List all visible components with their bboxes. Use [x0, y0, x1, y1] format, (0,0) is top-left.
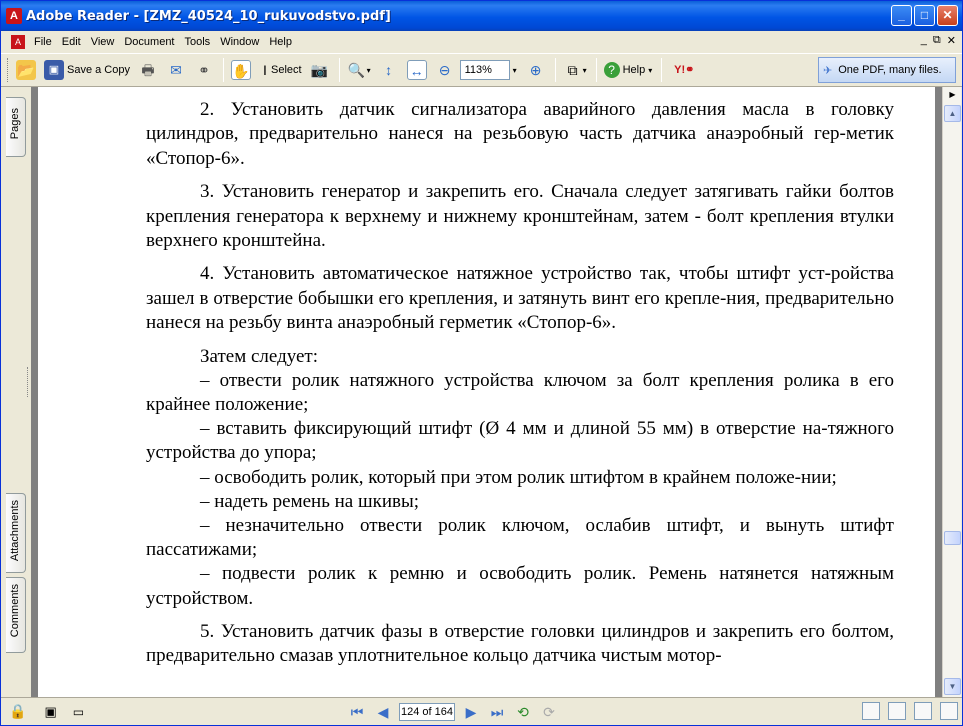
menu-file[interactable]: File — [34, 36, 52, 48]
first-page-button[interactable]: ⏮ — [350, 704, 364, 720]
doc-close-button[interactable]: ✕ — [946, 35, 956, 47]
tab-attachments-label: Attachments — [9, 500, 21, 562]
scroll-right-arrow-icon[interactable]: ▶ — [949, 90, 956, 99]
help-icon: ? — [604, 62, 620, 78]
previous-view-button[interactable]: ⟲ — [517, 704, 529, 720]
print-button[interactable] — [135, 57, 161, 83]
menu-edit[interactable]: Edit — [61, 36, 81, 48]
help-button[interactable] — [601, 57, 656, 83]
zoom-out-button[interactable] — [432, 57, 458, 83]
search-button[interactable] — [191, 57, 217, 83]
fit-page-button[interactable] — [376, 57, 402, 83]
save-copy-button[interactable] — [41, 57, 133, 83]
navigation-panel — [1, 87, 31, 697]
hand-icon: ✋ — [231, 60, 251, 80]
tab-attachments[interactable] — [6, 493, 26, 573]
search-binoculars-icon: ⚭ — [198, 62, 210, 78]
menu-window[interactable]: Window — [220, 36, 260, 48]
yahoo-button[interactable] — [666, 57, 702, 83]
zoom-out-button-icon: ⊖ — [438, 62, 451, 78]
window-title: Adobe Reader - [ZMZ_40524_10_rukuvodstvo.pdf] — [26, 8, 391, 24]
paragraph: 5. Установить датчик фазы в отверстие головки цилиндров и закрепить его болтом, предварительно смазав уплотнительное кольцо датчика чистым мотор- — [146, 621, 894, 667]
paragraph: 4. Установить автоматическое натяжное устройство так, чтобы штифт уст-ройства зашел в отверстие бобышки его крепления, и затянуть винт его крепле-ния, предварительно нанеся на резьбу винта анаэробный герметик «Стопор-6». — [146, 263, 894, 333]
toolbar-separator — [223, 58, 224, 82]
doc-restore-button[interactable]: ⧉ — [932, 34, 941, 46]
hand-tool-button[interactable] — [228, 57, 254, 83]
scroll-down-button[interactable]: ▼ — [944, 678, 961, 695]
tab-comments-label: Comments — [9, 584, 21, 638]
page-layout-icon[interactable]: ▣ — [44, 703, 57, 719]
previous-page-button[interactable]: ◀ — [377, 704, 389, 720]
snapshot-icon: 📷 — [310, 62, 329, 78]
tab-pages[interactable] — [6, 97, 26, 157]
print-icon: 🖶 — [141, 62, 155, 78]
menu-help[interactable]: Help — [269, 36, 292, 48]
status-bar — [1, 697, 962, 725]
continuous-facing-view-button[interactable] — [940, 702, 958, 720]
page-content — [146, 87, 894, 678]
zoom-level-field[interactable]: 113% — [460, 60, 510, 80]
toolbar — [1, 53, 962, 87]
toolbar-separator — [555, 58, 556, 82]
fit-width-icon: ↔ — [407, 60, 427, 80]
title-bar[interactable] — [1, 1, 962, 31]
open-folder-icon: 📂 — [17, 62, 35, 78]
toolbar-separator — [339, 58, 340, 82]
next-view-button[interactable]: ⟳ — [543, 704, 555, 720]
close-button[interactable]: ✕ — [937, 5, 958, 26]
zoom-tool-button[interactable] — [344, 57, 374, 83]
menu-bar — [1, 31, 962, 53]
continuous-view-button[interactable] — [888, 702, 906, 720]
minimize-button[interactable]: _ — [891, 5, 912, 26]
fit-width-button[interactable] — [404, 57, 430, 83]
promo-icon: ✈ — [823, 64, 833, 77]
paragraph: Затем следует: — [200, 345, 318, 367]
text-select-icon: I — [263, 62, 267, 78]
vertical-scrollbar[interactable] — [942, 87, 961, 697]
scroll-up-button[interactable]: ▲ — [944, 105, 961, 122]
menu-tools[interactable]: Tools — [184, 36, 211, 48]
select-label: Select — [270, 64, 302, 76]
lock-icon: 🔒 — [9, 703, 27, 719]
list-item: – отвести ролик натяжного устройства ключом за болт крепления ролика в его крайнее положение; — [146, 369, 894, 415]
yahoo-icon: Y!⚭ — [674, 64, 695, 76]
list-item: – надеть ремень на шкивы; — [200, 490, 420, 512]
doc-minimize-button[interactable]: _ — [920, 34, 927, 46]
toolbar-separator — [661, 58, 662, 82]
select-tool-button[interactable] — [256, 57, 305, 83]
chevron-down-icon: ▾ — [366, 65, 371, 75]
zoom-dropdown-icon[interactable]: ▾ — [512, 65, 517, 75]
single-page-view-button[interactable] — [862, 702, 880, 720]
email-button[interactable] — [163, 57, 189, 83]
document-viewport[interactable] — [31, 87, 942, 697]
pdf-page — [38, 87, 935, 697]
page-number-field[interactable]: 124 of 164 — [399, 703, 455, 721]
save-disk-icon: ▣ — [44, 60, 64, 80]
last-page-button[interactable]: ⏭ — [490, 704, 504, 720]
next-page-button[interactable]: ▶ — [465, 704, 477, 720]
list-item: – подвести ролик к ремню и освободить ролик. Ремень натянется натяжным устройством. — [146, 563, 894, 609]
doc-info-icon[interactable]: ▭ — [72, 704, 85, 719]
snapshot-button[interactable] — [307, 57, 333, 83]
scrollbar-thumb[interactable] — [944, 531, 961, 545]
cut-off-line — [146, 87, 894, 88]
list-item: – вставить фиксирующий штифт (Ø 4 мм и длиной 55 мм) в отверстие на-тяжного устройства до упора; — [146, 418, 894, 464]
promo-button[interactable] — [818, 57, 956, 83]
facing-view-button[interactable] — [914, 702, 932, 720]
document-icon[interactable]: A — [11, 35, 25, 49]
list-item: – незначительно отвести ролик ключом, ослабив штифт, и вынуть штифт пассатижами; — [146, 514, 894, 561]
chevron-down-icon: ▾ — [582, 65, 587, 75]
tab-comments[interactable] — [6, 577, 26, 653]
email-icon: ✉ — [170, 62, 182, 78]
list-item: – освободить ролик, который при этом ролик штифтом в крайнем положе-нии; — [200, 466, 837, 488]
save-copy-label: Save a Copy — [67, 64, 130, 76]
menu-document[interactable]: Document — [124, 36, 175, 48]
toolbar-separator — [596, 58, 597, 82]
zoom-in-button[interactable] — [523, 57, 549, 83]
open-button[interactable] — [13, 57, 39, 83]
menu-view[interactable]: View — [90, 36, 115, 48]
toolbar-grip[interactable] — [7, 58, 10, 82]
fit-page-icon: ↕ — [385, 62, 393, 78]
zoom-in-button-icon: ⊕ — [529, 62, 542, 78]
pages-tool-button[interactable] — [560, 57, 590, 83]
chevron-down-icon: ▾ — [648, 65, 653, 75]
paragraph: 2. Установить датчик сигнализатора аварийного давления масла в головку цилиндров, предварительно нанеся на резьбовую часть датчика анаэробный гер-метик «Стопор-6». — [146, 99, 894, 169]
adobe-reader-icon: A — [6, 8, 22, 24]
paragraph: 3. Установить генератор и закрепить его. Сначала следует затягивать гайки болтов крепления генератора к верхнему и нижнему кронштейнам, затем - болт крепления втулки верхнего кронштейна. — [146, 181, 894, 251]
promo-label: One PDF, many files. — [838, 64, 942, 76]
zoom-in-icon: 🔍 — [347, 62, 366, 78]
pages-icon: ⧉ — [567, 62, 578, 78]
maximize-button[interactable]: □ — [914, 5, 935, 26]
help-label: Help — [622, 64, 646, 76]
tab-pages-label: Pages — [9, 108, 21, 140]
